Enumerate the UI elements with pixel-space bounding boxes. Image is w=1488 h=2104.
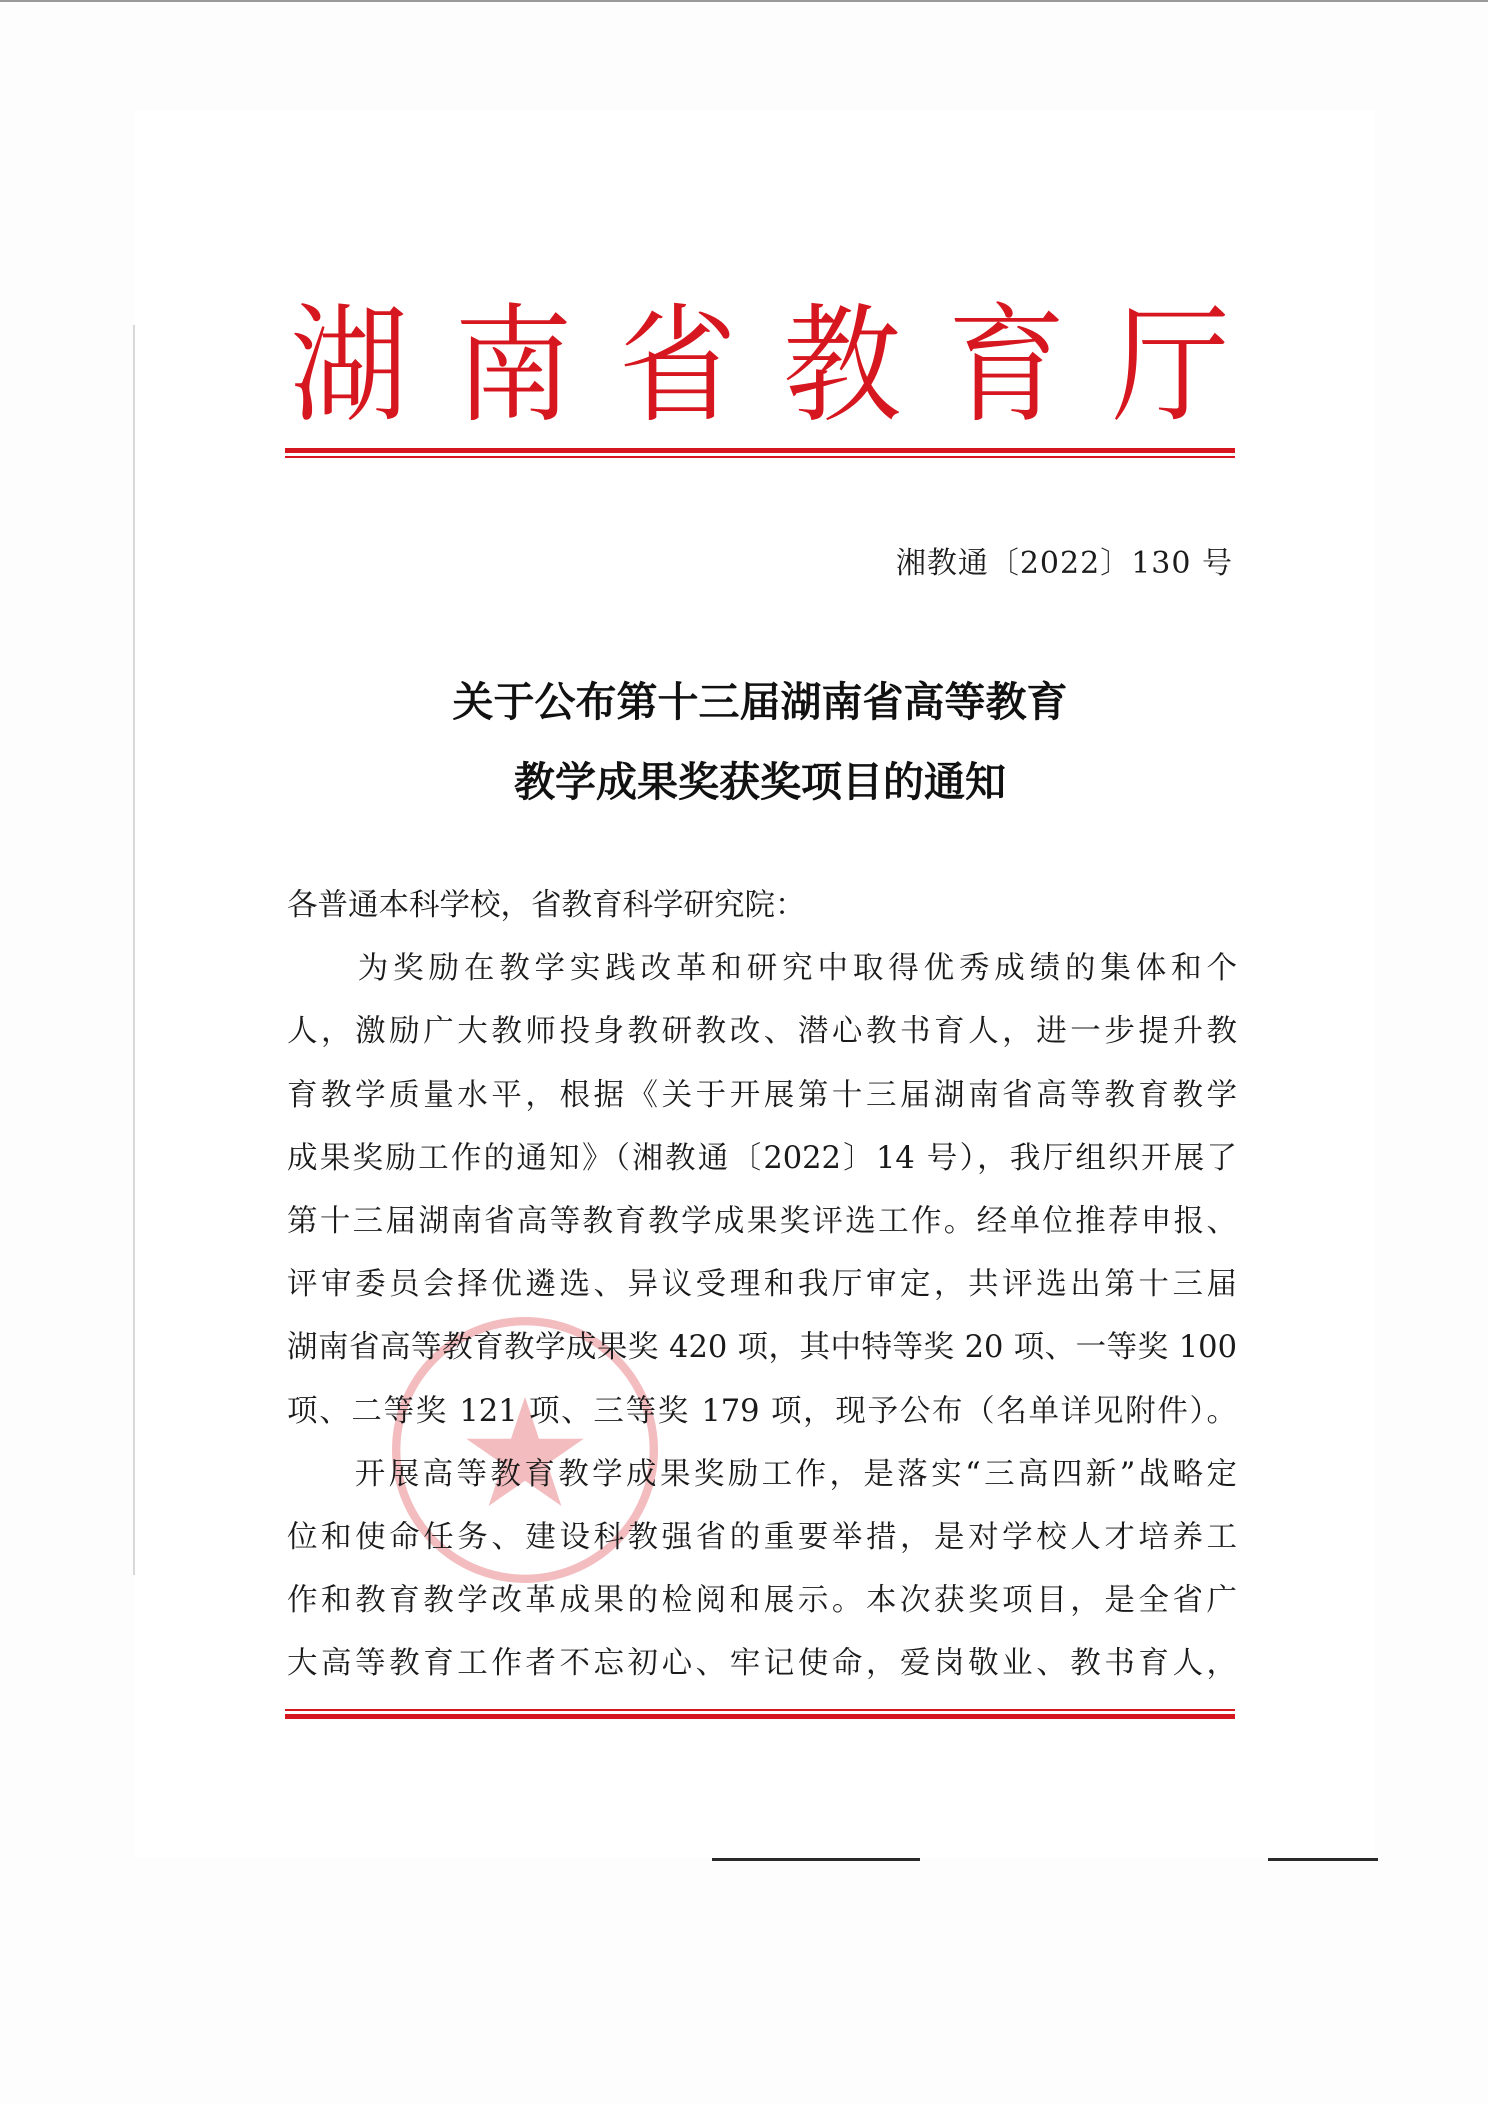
- masthead-char: 省: [618, 290, 737, 440]
- body-line: 项、二等奖 121 项、三等奖 179 项，现予公布（名单详见附件）。: [287, 1393, 1237, 1429]
- scan-artifact-line: [1268, 1858, 1378, 1861]
- masthead-char: 厅: [1111, 290, 1230, 440]
- scan-border-top: [0, 0, 1488, 2]
- body-line: 作和教育教学改革成果的检阅和展示。本次获奖项目，是全省广: [287, 1583, 1237, 1619]
- title-line-1: 关于公布第十三届湖南省高等教育: [452, 678, 1068, 726]
- body-line: 大高等教育工作者不忘初心、牢记使命，爱岗敬业、教书育人，: [287, 1646, 1237, 1682]
- masthead-char: 南: [454, 290, 573, 440]
- agency-masthead: [290, 290, 1230, 440]
- document-title: [285, 662, 1235, 822]
- body-line: 育教学质量水平，根据《关于开展第十三届湖南省高等教育教学: [287, 1077, 1237, 1113]
- body-line: 位和使命任务、建设科教强省的重要举措，是对学校人才培养工: [287, 1519, 1237, 1555]
- masthead-red-rule: [285, 448, 1235, 458]
- body-line: 人，激励广大教师投身教研教改、潜心教书育人，进一步提升教: [287, 1014, 1237, 1050]
- body-line: 成果奖励工作的通知》（湘教通〔2022〕14 号），我厅组织开展了: [287, 1140, 1237, 1176]
- masthead-char: 湖: [290, 290, 409, 440]
- body-line: 评审委员会择优遴选、异议受理和我厅审定，共评选出第十三届: [287, 1267, 1237, 1303]
- body-line: 湖南省高等教育教学成果奖 420 项，其中特等奖 20 项、一等奖 100: [287, 1330, 1237, 1366]
- masthead-char: 育: [947, 290, 1066, 440]
- salutation-line: 各普通本科学校，省教育科学研究院：: [287, 888, 806, 923]
- body-line: 第十三届湖南省高等教育教学成果奖评选工作。经单位推荐申报、: [287, 1203, 1237, 1239]
- title-line-2: 教学成果奖获奖项目的通知: [514, 758, 1006, 806]
- body-line: 开展高等教育教学成果奖励工作，是落实“三高四新”战略定: [287, 1456, 1237, 1492]
- masthead-char: 教: [783, 290, 902, 440]
- body-text: [287, 874, 1237, 1695]
- body-line: 为奖励在教学实践改革和研究中取得优秀成绩的集体和个: [287, 951, 1237, 987]
- footer-red-rule: [285, 1709, 1235, 1719]
- scan-edge-shadow: [133, 325, 135, 1575]
- document-number: 湘教通〔2022〕130 号: [895, 546, 1233, 581]
- scan-artifact-line: [712, 1858, 920, 1861]
